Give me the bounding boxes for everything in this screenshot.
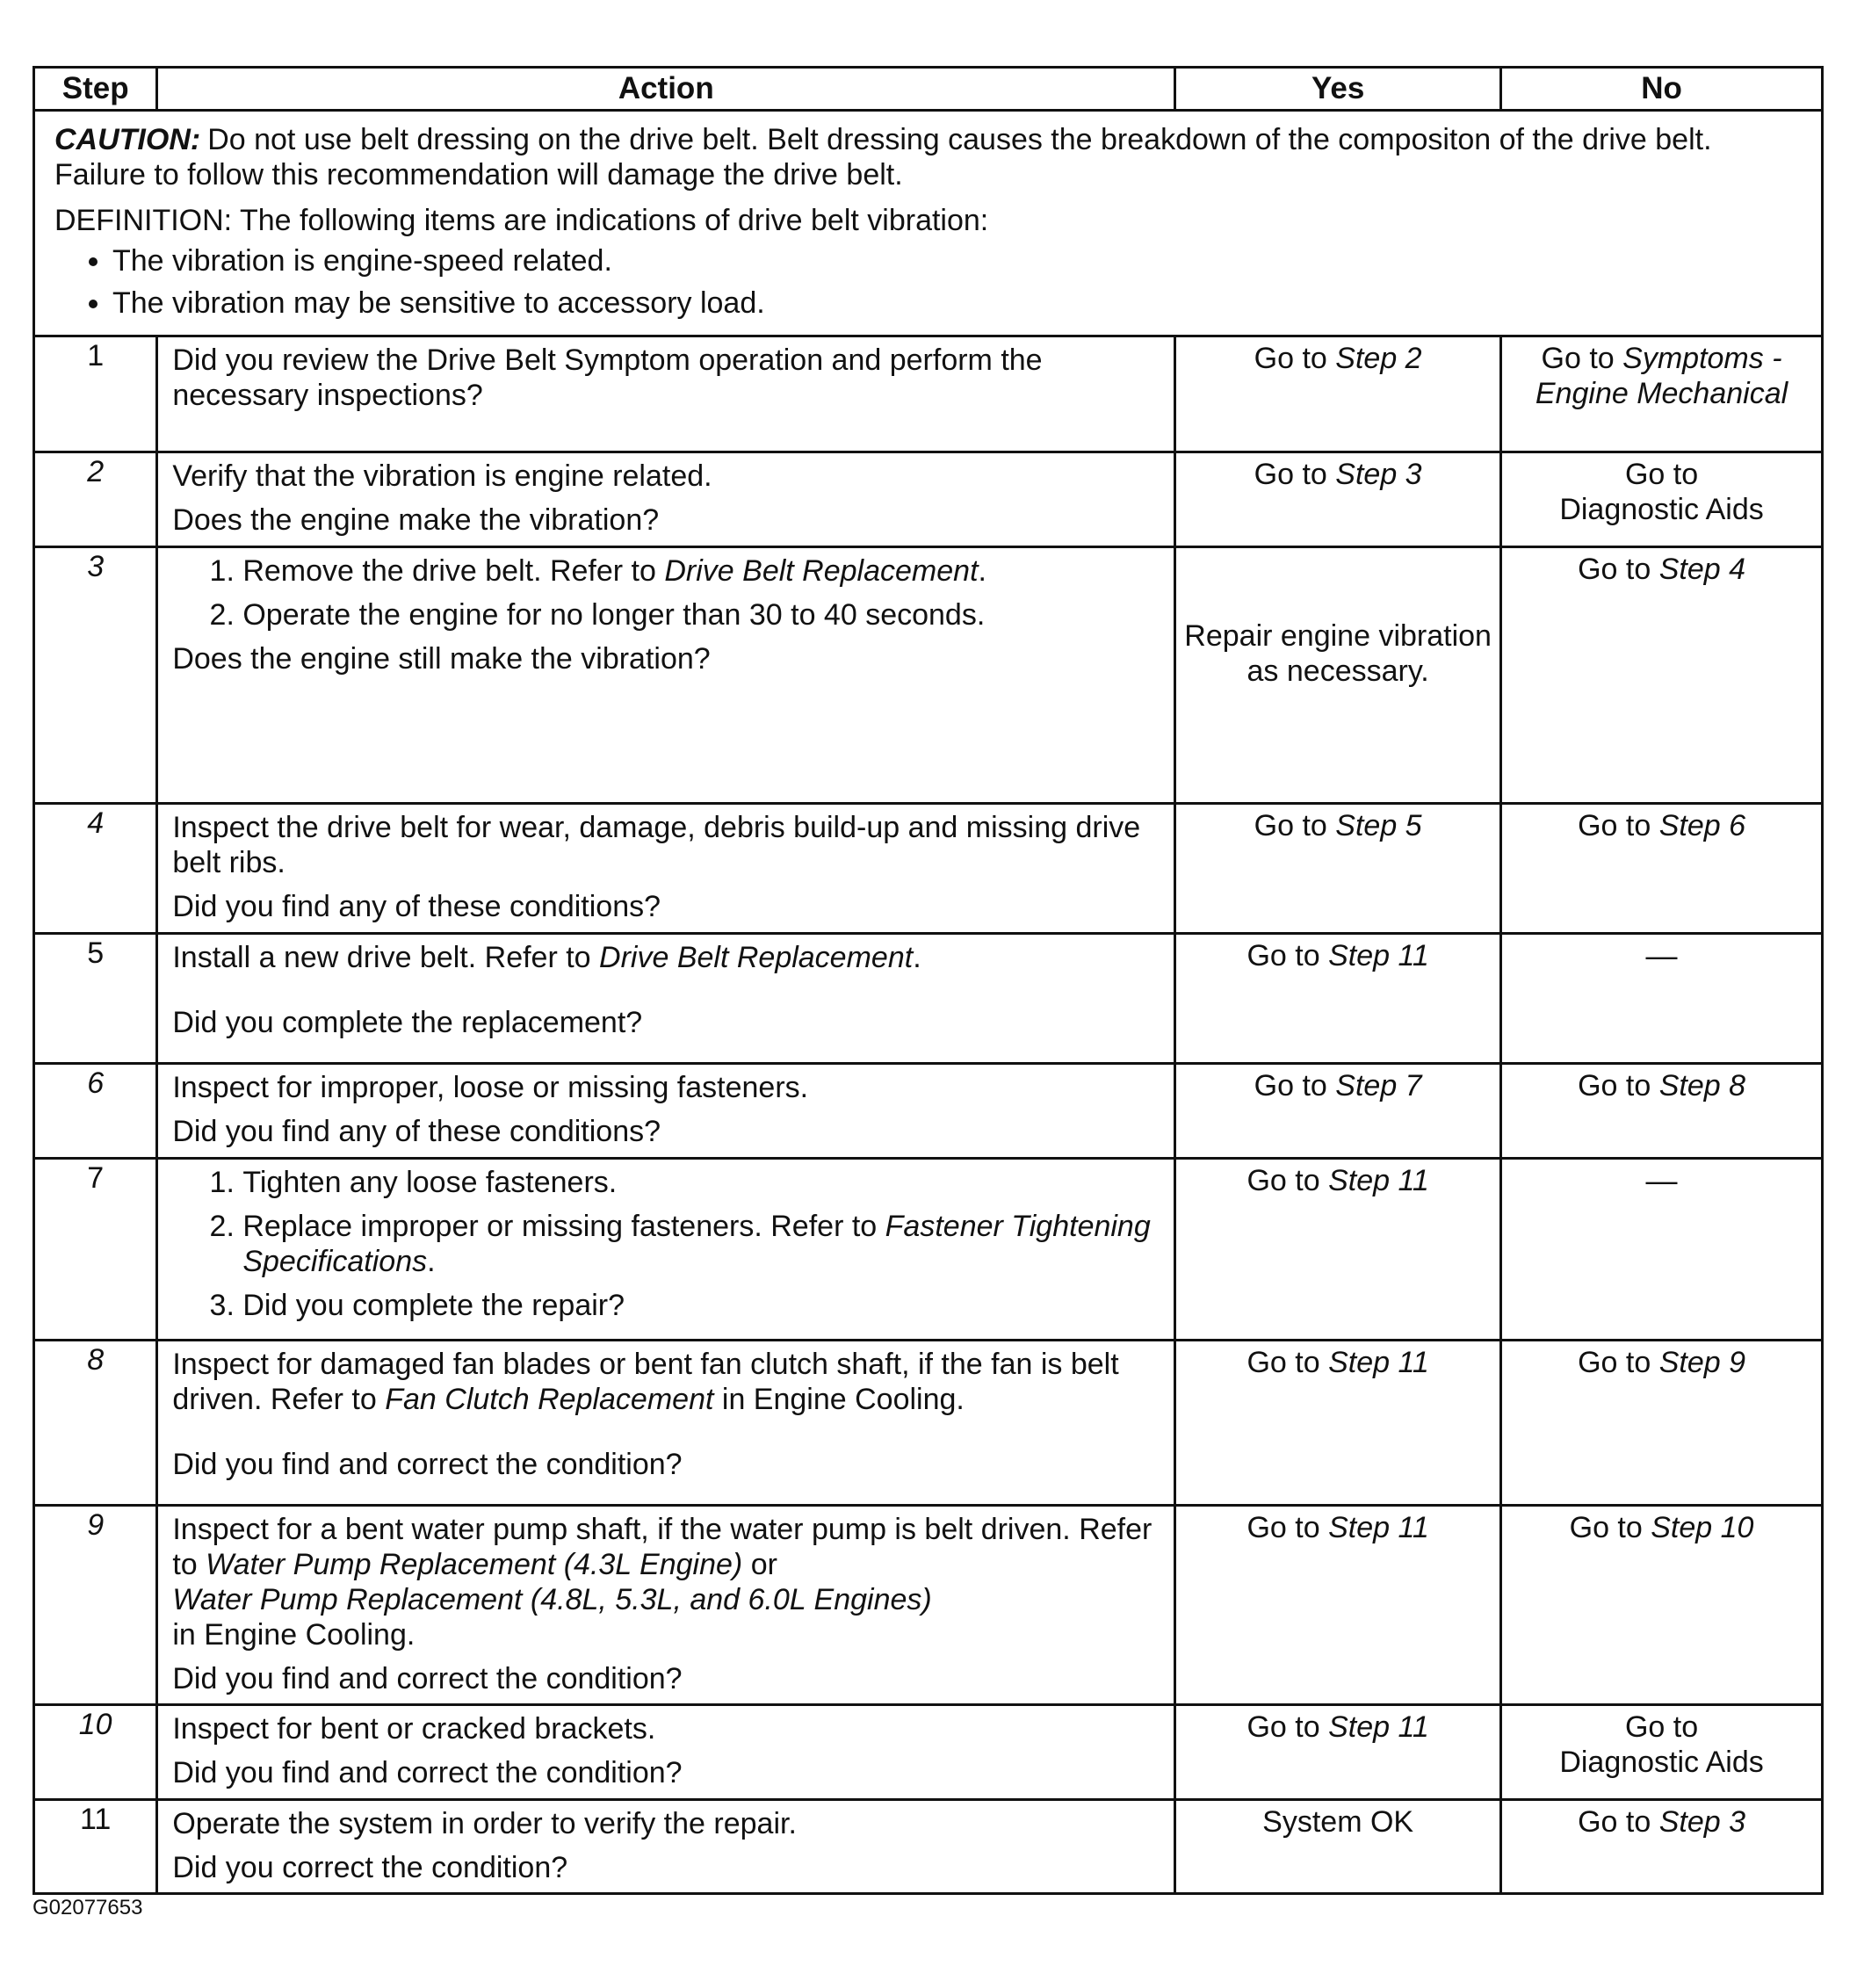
no-step-link[interactable]: Step 4 [1658,553,1746,586]
action-cell [157,1159,1175,1341]
procedure-link[interactable]: Fan Clutch Replacement [385,1383,714,1416]
action-step-item: 1. Tighten any loose fasteners. [242,1165,1160,1200]
table-row [34,804,1823,934]
definition-item: • The vibration may be sensitive to accessory load. [112,286,1802,321]
no-text: Go to [1569,1511,1643,1544]
step-number: 5 [34,934,157,1064]
no-cell [1501,1705,1823,1800]
action-question: Did you complete the replacement? [172,1006,643,1039]
table-row [34,547,1823,804]
no-step-link[interactable]: Step 6 [1658,809,1746,842]
action-step-text: Replace improper or missing fasteners. Refer to [242,1210,878,1243]
action-cell [157,804,1175,934]
no-text: Go to [1578,553,1651,586]
table-row [34,1705,1823,1800]
yes-step-link[interactable]: Step 3 [1335,458,1422,491]
yes-cell [1175,934,1501,1064]
action-question: Does the engine still make the vibration? [172,642,711,676]
step-number: 3 [34,547,157,804]
table-row [34,452,1823,547]
no-text: Go to [1578,1069,1651,1102]
action-step-item: 1. Remove the drive belt. Refer to Drive Belt Replacement. [242,553,1160,589]
no-cell [1501,452,1823,547]
yes-cell [1175,1064,1501,1159]
action-text: Install a new drive belt. Refer to [172,941,591,974]
no-step-link[interactable]: Step 3 [1658,1805,1746,1839]
yes-step-link[interactable]: Step 11 [1328,1164,1429,1197]
action-text: or [750,1548,777,1581]
header-no: No [1501,68,1823,111]
action-instruction: Operate the system in order to verify the repair. [172,1807,797,1840]
action-question: Did you review the Drive Belt Symptom operation and perform the necessary inspections? [172,343,1043,412]
table-row [34,1506,1823,1705]
no-link[interactable]: Diagnostic Aids [1559,1746,1764,1779]
action-cell [157,1064,1175,1159]
no-step-link[interactable]: Step 10 [1651,1511,1754,1544]
yes-step-link[interactable]: Step 7 [1335,1069,1422,1102]
step-number: 11 [34,1800,157,1894]
action-text: in Engine Cooling. [172,1618,415,1652]
table-row [34,934,1823,1064]
action-instruction [172,1347,1160,1417]
no-step-link[interactable]: Symptoms - [1622,342,1782,375]
no-cell: — [1501,934,1823,1064]
definition-text: DEFINITION: The following items are indications of drive belt vibration: [54,204,989,237]
figure-id: G02077653 [33,1896,143,1919]
no-text: Go to [1541,342,1615,375]
no-step-link[interactable]: Step 9 [1658,1346,1746,1379]
procedure-link[interactable]: Fastener Tightening Specifications [242,1210,1151,1278]
action-cell [157,934,1175,1064]
procedure-link[interactable]: Water Pump Replacement (4.3L Engine) [206,1548,743,1581]
table-row [34,1341,1823,1506]
action-steps [172,1165,1160,1323]
no-text: Go to [1624,1710,1699,1744]
no-cell: — [1501,1159,1823,1341]
action-step-item: 3. Did you complete the repair? [242,1288,1160,1323]
action-text: Inspect for a bent water pump shaft, if the water pump is belt driven. Refer to [172,1513,1152,1581]
action-question: Did you find and correct the condition? [172,1756,683,1789]
no-cell [1501,804,1823,934]
caution-label: CAUTION: [54,123,201,156]
no-cell [1501,336,1823,452]
yes-step-link[interactable]: Step 2 [1335,342,1422,375]
no-step-link[interactable]: Step 8 [1658,1069,1746,1102]
header-step: Step [34,68,157,111]
step-number: 6 [34,1064,157,1159]
action-text: Inspect for damaged fan blades or bent fan clutch shaft, if the fan is belt driven. Refer to [172,1348,1119,1416]
action-instruction: Verify that the vibration is engine related. [172,459,712,493]
diagnostic-table-container [33,66,1824,1895]
table-row [34,1064,1823,1159]
step-number: 9 [34,1506,157,1705]
procedure-link[interactable]: Drive Belt Replacement [599,941,914,974]
step-number: 1 [34,336,157,452]
yes-step-link[interactable]: Step 5 [1335,809,1422,842]
caution-note [54,122,1802,192]
action-instruction [172,1512,1160,1652]
procedure-link[interactable]: Drive Belt Replacement [664,554,979,588]
header-yes: Yes [1175,68,1501,111]
caution-text: Do not use belt dressing on the drive belt. Belt dressing causes the breakdown of the compositon of the drive belt. Failure to follow this recommendation will damage the drive belt. [54,123,1712,192]
definition-item: • The vibration is engine-speed related. [112,243,1802,278]
yes-text: Go to [1254,458,1327,491]
step-number: 7 [34,1159,157,1341]
action-text: in Engine Cooling. [721,1383,965,1416]
action-question: Did you find and correct the condition? [172,1448,683,1481]
yes-step-link[interactable]: Step 11 [1328,939,1429,972]
action-question: Did you correct the condition? [172,1851,568,1884]
yes-cell [1175,1159,1501,1341]
no-text: Go to [1578,1346,1651,1379]
no-cell [1501,1064,1823,1159]
yes-cell: System OK [1175,1800,1501,1894]
no-step-link-cont[interactable]: Engine Mechanical [1535,377,1788,410]
action-cell [157,1341,1175,1506]
notes-cell [34,111,1823,336]
step-number: 10 [34,1705,157,1800]
table-row [34,1800,1823,1894]
yes-cell [1175,1705,1501,1800]
step-number: 8 [34,1341,157,1506]
yes-text: Go to [1254,809,1327,842]
no-text: Go to [1578,809,1651,842]
action-cell [157,1506,1175,1705]
yes-cell [1175,1341,1501,1506]
action-step-item: 2. Replace improper or missing fasteners. Refer to Fastener Tightening Specifications. [242,1209,1160,1279]
action-instruction: Inspect the drive belt for wear, damage, debris build-up and missing drive belt ribs. [172,811,1141,879]
yes-step-link[interactable]: Step 11 [1328,1511,1429,1544]
step-number: 2 [34,452,157,547]
yes-step-link[interactable]: Step 11 [1328,1710,1429,1744]
no-text: Go to [1578,1805,1651,1839]
action-cell [157,547,1175,804]
yes-text: Go to [1254,342,1327,375]
action-question: Did you find any of these conditions? [172,890,661,923]
no-link[interactable]: Diagnostic Aids [1559,493,1764,526]
header-action: Action [157,68,1175,111]
yes-step-link[interactable]: Step 11 [1328,1346,1429,1379]
table-row [34,336,1823,452]
yes-cell [1175,452,1501,547]
yes-cell [1175,1506,1501,1705]
action-cell [157,452,1175,547]
action-question: Does the engine make the vibration? [172,503,660,537]
procedure-link[interactable]: Water Pump Replacement (4.8L, 5.3L, and 6.0L Engines) [172,1583,932,1616]
step-number: 4 [34,804,157,934]
diagnostic-table [33,66,1824,1895]
action-instruction: Install a new drive belt. Refer to Drive Belt Replacement. [172,941,921,974]
action-instruction: Inspect for bent or cracked brackets. [172,1712,656,1746]
action-instruction: Inspect for improper, loose or missing fasteners. [172,1071,809,1104]
yes-text: Go to [1246,1164,1320,1197]
yes-cell [1175,336,1501,452]
table-header-row [34,68,1823,111]
action-cell [157,336,1175,452]
yes-text: Go to [1254,1069,1327,1102]
no-cell [1501,1506,1823,1705]
no-cell [1501,1800,1823,1894]
table-row [34,1159,1823,1341]
action-cell [157,1800,1175,1894]
definition-list [54,243,1802,321]
yes-text: Go to [1246,1511,1320,1544]
yes-cell: Repair engine vibration as necessary. [1175,547,1501,804]
yes-cell [1175,804,1501,934]
yes-text: Go to [1246,939,1320,972]
action-question: Did you find any of these conditions? [172,1115,661,1148]
action-step-text: Remove the drive belt. Refer to [242,554,656,588]
action-cell [157,1705,1175,1800]
yes-text: Go to [1246,1346,1320,1379]
no-cell [1501,547,1823,804]
notes-row [34,111,1823,336]
action-step-item: 2. Operate the engine for no longer than 30 to 40 seconds. [242,597,1160,633]
action-steps [172,553,1160,633]
no-cell [1501,1341,1823,1506]
action-question: Did you find and correct the condition? [172,1662,683,1695]
yes-text: Go to [1246,1710,1320,1744]
no-text: Go to [1624,458,1699,491]
